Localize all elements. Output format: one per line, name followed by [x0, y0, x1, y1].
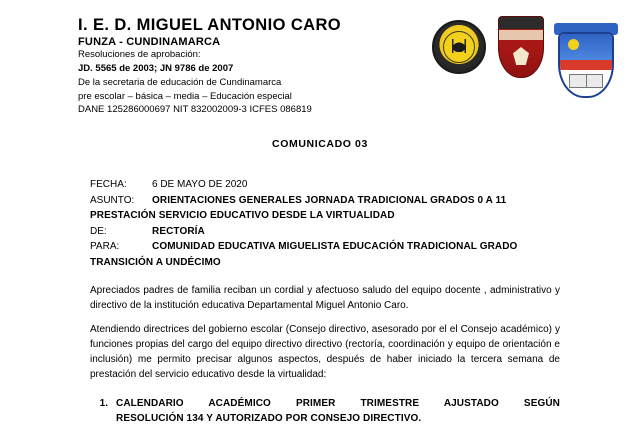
memo-field-value: 6 DE MAYO DE 2020: [152, 179, 248, 190]
school-location: FUNZA - CUNDINAMARCA: [78, 36, 221, 49]
memo-field-asunto: [90, 194, 560, 209]
memo-field-label: FECHA:: [90, 179, 127, 190]
crest-shield-red-body: [498, 16, 544, 78]
memo-field-value: COMUNIDAD EDUCATIVA MIGUELISTA EDUCACIÓN TRADICIONAL GRADO: [152, 241, 518, 252]
crest-shield-blue-body: [558, 32, 614, 98]
crest-blue-book: [569, 74, 603, 88]
memo-field-label: PARA:: [90, 241, 120, 252]
memo-field-value: ORIENTACIONES GENERALES JORNADA TRADICIONAL GRADOS 0 A 11: [152, 194, 507, 206]
list-item: [90, 396, 560, 426]
list-item-line-2: RESOLUCIÓN 134 Y AUTORIZADO POR CONSEJO DIRECTIVO.: [116, 413, 422, 424]
crest-shield-blue-icon: [558, 32, 614, 98]
school-name: I. E. D. MIGUEL ANTONIO CARO: [78, 16, 341, 34]
crest-group: [432, 14, 632, 114]
memo-field-fecha: [90, 178, 560, 193]
paragraph-greeting: Apreciados padres de familia reciban un cordial y afectuoso saludo del equipo docente , administrativo y directivo de la institución educativa Departamental Miguel Antonio Caro.: [90, 285, 560, 311]
crest-seal-bird: [448, 39, 470, 53]
memo-field-label: DE:: [90, 225, 107, 237]
list-item-number: 1.: [99, 398, 108, 409]
crest-red-band: [499, 30, 543, 40]
crest-blue-sun: [568, 39, 579, 50]
crest-red-topcap: [499, 17, 543, 29]
crest-blue-wave: [560, 60, 612, 70]
memo-fields: [90, 178, 560, 271]
numbered-list: [90, 396, 560, 428]
memo-field-asunto-cont: [90, 209, 560, 224]
page-title: COMUNICADO 03: [272, 138, 368, 150]
memo-field-de: [90, 225, 560, 240]
codes-line: DANE 125286000697 NIT 832002009-3 ICFES 086819: [78, 104, 312, 116]
memo-field-value: TRANSICIÓN A UNDÉCIMO: [90, 256, 221, 268]
list-item-line-1: CALENDARIO ACADÉMICO PRIMER TRIMESTRE AJUSTADO SEGÚN: [116, 398, 560, 409]
memo-field-value: PRESTACIÓN SERVICIO EDUCATIVO DESDE LA VIRTUALIDAD: [90, 210, 395, 221]
memo-field-label: ASUNTO:: [90, 194, 135, 206]
levels-line: pre escolar – básica – media – Educación especial: [78, 90, 292, 102]
memo-field-para: [90, 240, 560, 255]
list-item-body: [116, 396, 560, 426]
crest-shield-red-icon: [498, 16, 544, 78]
crest-red-emblem: [513, 47, 529, 65]
header-text-block: [78, 16, 438, 117]
paragraph-context: Atendiendo directrices del gobierno escolar (Consejo directivo, asesorado por el el Consejo académico) y funciones propias del cargo del equipo directivo directivo (rectoría, coordinación y equipo de orientación e inclusión) me permito precisar algunos aspectos, después de haber iniciado la tercera semana de prestación del servicio educativo desde la virtualidad:: [90, 324, 560, 380]
secretaria-line: De la secretaria de educación de Cundinamarca: [78, 76, 282, 88]
crest-seal-yellow-icon: [432, 20, 486, 74]
document-header: [0, 0, 640, 122]
memo-field-para-cont: [90, 256, 560, 271]
resolutions-numbers: JD. 5565 de 2003; JN 9786 de 2007: [78, 62, 234, 74]
memo-field-value: RECTORÍA: [152, 225, 205, 237]
resolutions-label: Resoluciones de aprobación:: [78, 49, 201, 61]
